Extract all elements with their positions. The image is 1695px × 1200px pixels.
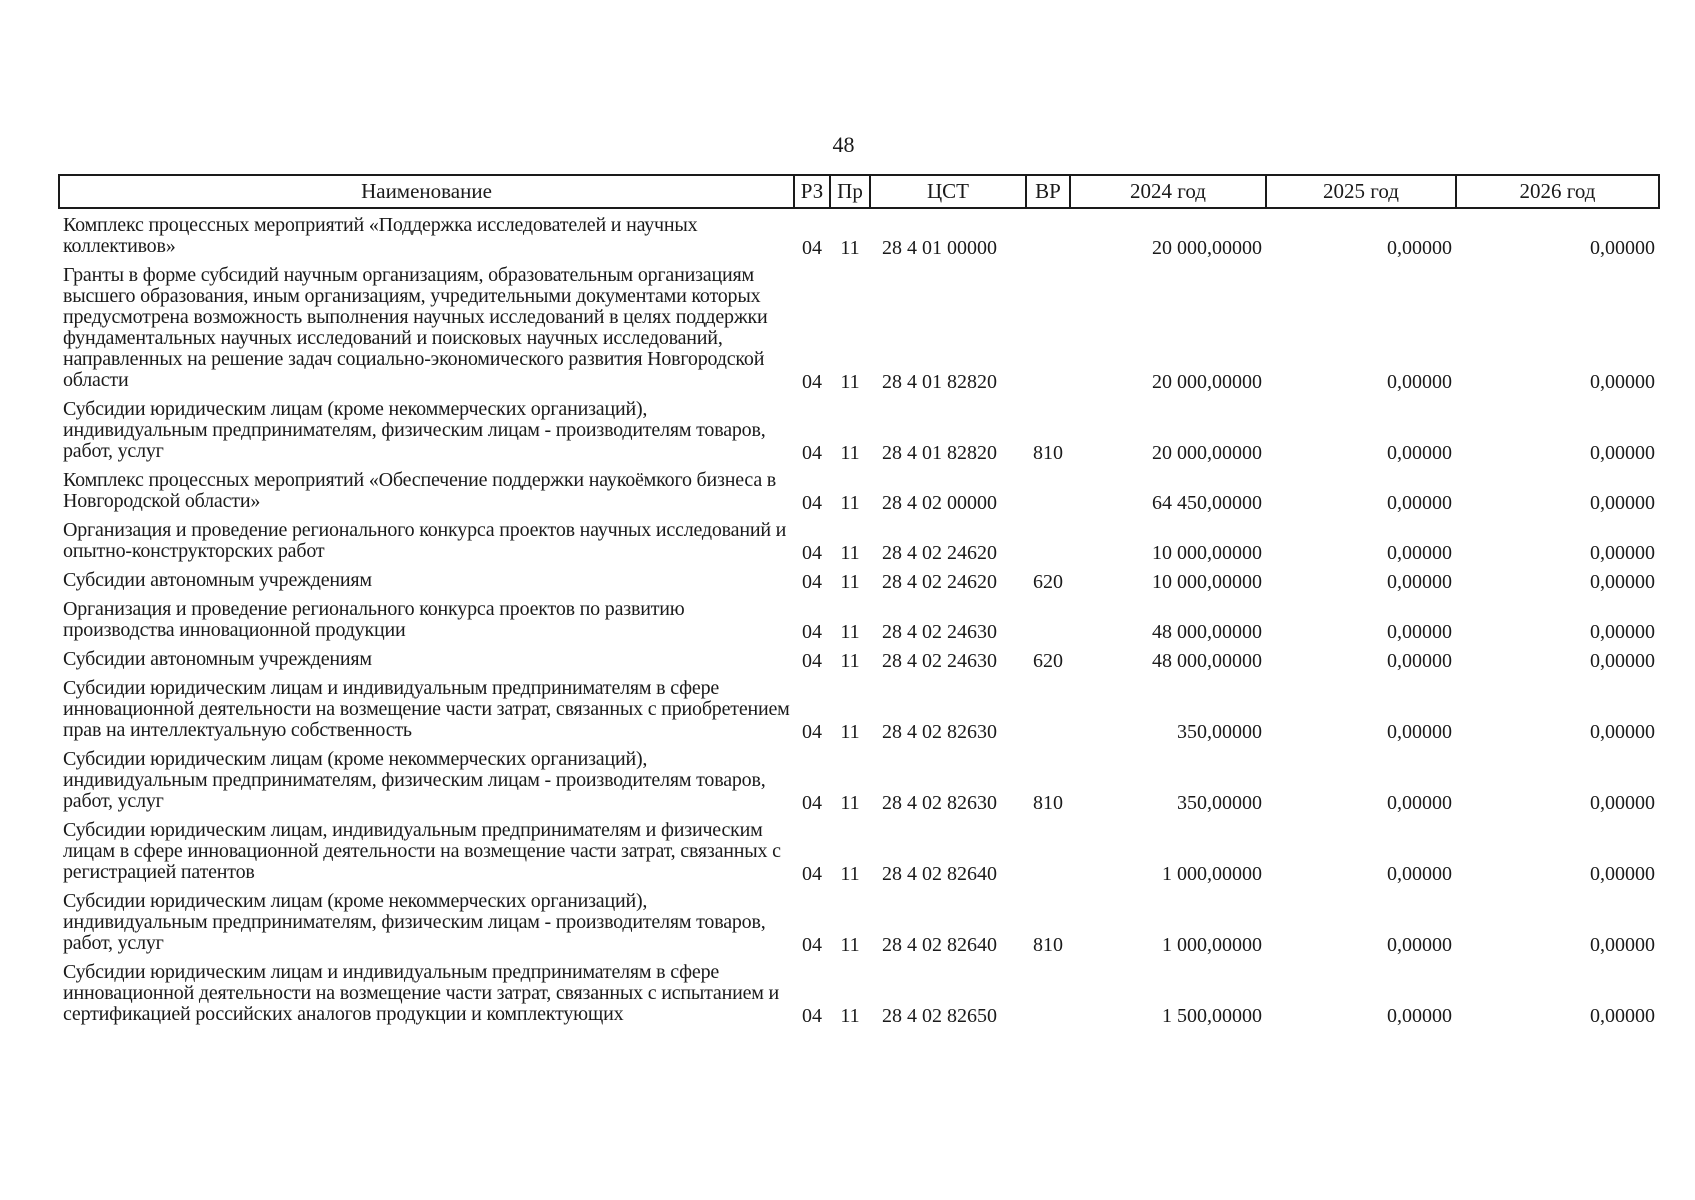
row-2026: 0,00000 <box>1590 934 1655 956</box>
row-name: Организация и проведение регионального конкурса проектов научных исследований и опытно-конструкторских работ <box>63 519 787 562</box>
row-pr: 11 <box>840 650 860 672</box>
row-rz: 04 <box>802 571 822 593</box>
row-rz: 04 <box>802 492 822 514</box>
row-2026: 0,00000 <box>1590 1005 1655 1027</box>
row-vr <box>1026 514 1070 564</box>
row-cst: 28 4 02 24620 <box>882 542 997 564</box>
table-row <box>59 464 1659 514</box>
row-cst: 28 4 02 24630 <box>882 650 997 672</box>
row-cst: 28 4 02 00000 <box>882 492 997 514</box>
row-name: Комплекс процессных мероприятий «Поддержка исследователей и научных коллективов» <box>63 214 698 257</box>
row-2026: 0,00000 <box>1590 237 1655 259</box>
header-cst: ЦСТ <box>870 175 1026 208</box>
table-row <box>59 956 1659 1027</box>
row-name: Субсидии юридическим лицам и индивидуальным предпринимателям в сфере инновационной деятельности на возмещение части затрат, связанных с испытанием и сертификацией российских аналогов продукции и комплектующих <box>63 961 780 1025</box>
row-vr: 810 <box>1033 934 1063 956</box>
table-row <box>59 672 1659 743</box>
row-vr <box>1026 593 1070 643</box>
row-rz: 04 <box>802 237 822 259</box>
row-vr: 810 <box>1033 792 1063 814</box>
row-pr: 11 <box>840 571 860 593</box>
table-row <box>59 885 1659 956</box>
row-rz: 04 <box>802 934 822 956</box>
row-pr: 11 <box>840 237 860 259</box>
table-header-row <box>59 175 1659 208</box>
page-number: 48 <box>832 132 855 157</box>
budget-table <box>58 174 1660 1027</box>
row-2025: 0,00000 <box>1387 934 1452 956</box>
row-vr <box>1026 464 1070 514</box>
row-2026: 0,00000 <box>1590 571 1655 593</box>
row-rz: 04 <box>802 650 822 672</box>
row-vr <box>1026 672 1070 743</box>
row-2024: 1 500,00000 <box>1162 1005 1262 1027</box>
row-cst: 28 4 02 24630 <box>882 621 997 643</box>
row-2026: 0,00000 <box>1590 371 1655 393</box>
table-row <box>59 259 1659 393</box>
row-pr: 11 <box>840 621 860 643</box>
row-2025: 0,00000 <box>1387 237 1452 259</box>
row-vr: 620 <box>1033 650 1063 672</box>
table-row <box>59 208 1659 259</box>
row-pr: 11 <box>840 371 860 393</box>
header-2025: 2025 год <box>1266 175 1456 208</box>
row-2024: 48 000,00000 <box>1152 621 1262 643</box>
row-vr <box>1026 814 1070 885</box>
table-row <box>59 643 1659 672</box>
table-row <box>59 514 1659 564</box>
row-cst: 28 4 02 82650 <box>882 1005 997 1027</box>
row-cst: 28 4 02 82630 <box>882 792 997 814</box>
row-name: Субсидии юридическим лицам (кроме некоммерческих организаций), индивидуальным предпринимателям, физическим лицам - производителям товаров, работ, услуг <box>63 890 766 954</box>
row-2024: 20 000,00000 <box>1152 371 1262 393</box>
row-cst: 28 4 02 82640 <box>882 863 997 885</box>
row-2025: 0,00000 <box>1387 492 1452 514</box>
row-vr: 810 <box>1033 442 1063 464</box>
row-vr <box>1026 956 1070 1027</box>
row-2024: 20 000,00000 <box>1152 442 1262 464</box>
header-2024: 2024 год <box>1070 175 1266 208</box>
row-name: Субсидии автономным учреждениям <box>63 569 372 591</box>
row-2024: 20 000,00000 <box>1152 237 1262 259</box>
row-vr <box>1026 208 1070 259</box>
row-2024: 64 450,00000 <box>1152 492 1262 514</box>
row-2025: 0,00000 <box>1387 1005 1452 1027</box>
row-cst: 28 4 02 24620 <box>882 571 997 593</box>
row-name: Комплекс процессных мероприятий «Обеспечение поддержки наукоёмкого бизнеса в Новгородской области» <box>63 469 777 512</box>
row-rz: 04 <box>802 863 822 885</box>
row-2025: 0,00000 <box>1387 571 1452 593</box>
row-pr: 11 <box>840 792 860 814</box>
table-row <box>59 593 1659 643</box>
row-vr: 620 <box>1033 571 1063 593</box>
row-2025: 0,00000 <box>1387 621 1452 643</box>
row-2025: 0,00000 <box>1387 863 1452 885</box>
row-2026: 0,00000 <box>1590 492 1655 514</box>
row-2025: 0,00000 <box>1387 371 1452 393</box>
row-2024: 1 000,00000 <box>1162 863 1262 885</box>
row-name: Субсидии юридическим лицам (кроме некоммерческих организаций), индивидуальным предпринимателям, физическим лицам - производителям товаров, работ, услуг <box>63 748 766 812</box>
row-vr <box>1026 259 1070 393</box>
row-2024: 10 000,00000 <box>1152 571 1262 593</box>
row-2024: 350,00000 <box>1177 792 1262 814</box>
row-2024: 350,00000 <box>1177 721 1262 743</box>
row-name: Субсидии юридическим лицам (кроме некоммерческих организаций), индивидуальным предпринимателям, физическим лицам - производителям товаров, работ, услуг <box>63 398 766 462</box>
row-rz: 04 <box>802 371 822 393</box>
header-vr: ВР <box>1026 175 1070 208</box>
row-cst: 28 4 02 82640 <box>882 934 997 956</box>
row-2025: 0,00000 <box>1387 542 1452 564</box>
row-name: Субсидии автономным учреждениям <box>63 648 372 670</box>
row-2024: 10 000,00000 <box>1152 542 1262 564</box>
row-pr: 11 <box>840 863 860 885</box>
row-pr: 11 <box>840 442 860 464</box>
row-pr: 11 <box>840 542 860 564</box>
row-pr: 11 <box>840 721 860 743</box>
row-name: Субсидии юридическим лицам и индивидуальным предпринимателям в сфере инновационной деятельности на возмещение части затрат, связанных с приобретением прав на интеллектуальную собственность <box>63 677 790 741</box>
row-2024: 48 000,00000 <box>1152 650 1262 672</box>
row-pr: 11 <box>840 1005 860 1027</box>
row-rz: 04 <box>802 442 822 464</box>
row-2026: 0,00000 <box>1590 442 1655 464</box>
header-rz: РЗ <box>794 175 830 208</box>
row-name: Гранты в форме субсидий научным организациям, образовательным организациям высшего образования, иным организациям, учредительными документами которых предусмотрена возможность выполнения научных исследований в целях поддержки фундаментальных научных исследований и поисковых научных исследований, направленных на решение задач социально-экономического развития Новгородской области <box>63 264 768 391</box>
row-cst: 28 4 01 82820 <box>882 442 997 464</box>
row-rz: 04 <box>802 721 822 743</box>
row-rz: 04 <box>802 542 822 564</box>
row-cst: 28 4 02 82630 <box>882 721 997 743</box>
row-name: Субсидии юридическим лицам, индивидуальным предпринимателям и физическим лицам в сфере инновационной деятельности на возмещение части затрат, связанных с регистрацией патентов <box>63 819 781 883</box>
table-row <box>59 564 1659 593</box>
row-2026: 0,00000 <box>1590 863 1655 885</box>
row-2026: 0,00000 <box>1590 542 1655 564</box>
row-2026: 0,00000 <box>1590 721 1655 743</box>
row-2025: 0,00000 <box>1387 442 1452 464</box>
row-rz: 04 <box>802 792 822 814</box>
row-2026: 0,00000 <box>1590 650 1655 672</box>
row-rz: 04 <box>802 1005 822 1027</box>
row-cst: 28 4 01 82820 <box>882 371 997 393</box>
row-2025: 0,00000 <box>1387 721 1452 743</box>
row-2025: 0,00000 <box>1387 792 1452 814</box>
row-rz: 04 <box>802 621 822 643</box>
header-pr: Пр <box>830 175 870 208</box>
header-2026: 2026 год <box>1456 175 1659 208</box>
row-2024: 1 000,00000 <box>1162 934 1262 956</box>
table-row <box>59 393 1659 464</box>
table-row <box>59 743 1659 814</box>
row-pr: 11 <box>840 492 860 514</box>
header-name: Наименование <box>59 175 794 208</box>
row-2026: 0,00000 <box>1590 621 1655 643</box>
row-pr: 11 <box>840 934 860 956</box>
row-2025: 0,00000 <box>1387 650 1452 672</box>
table-row <box>59 814 1659 885</box>
row-2026: 0,00000 <box>1590 792 1655 814</box>
row-cst: 28 4 01 00000 <box>882 237 997 259</box>
row-name: Организация и проведение регионального конкурса проектов по развитию производства инновационной продукции <box>63 598 685 641</box>
